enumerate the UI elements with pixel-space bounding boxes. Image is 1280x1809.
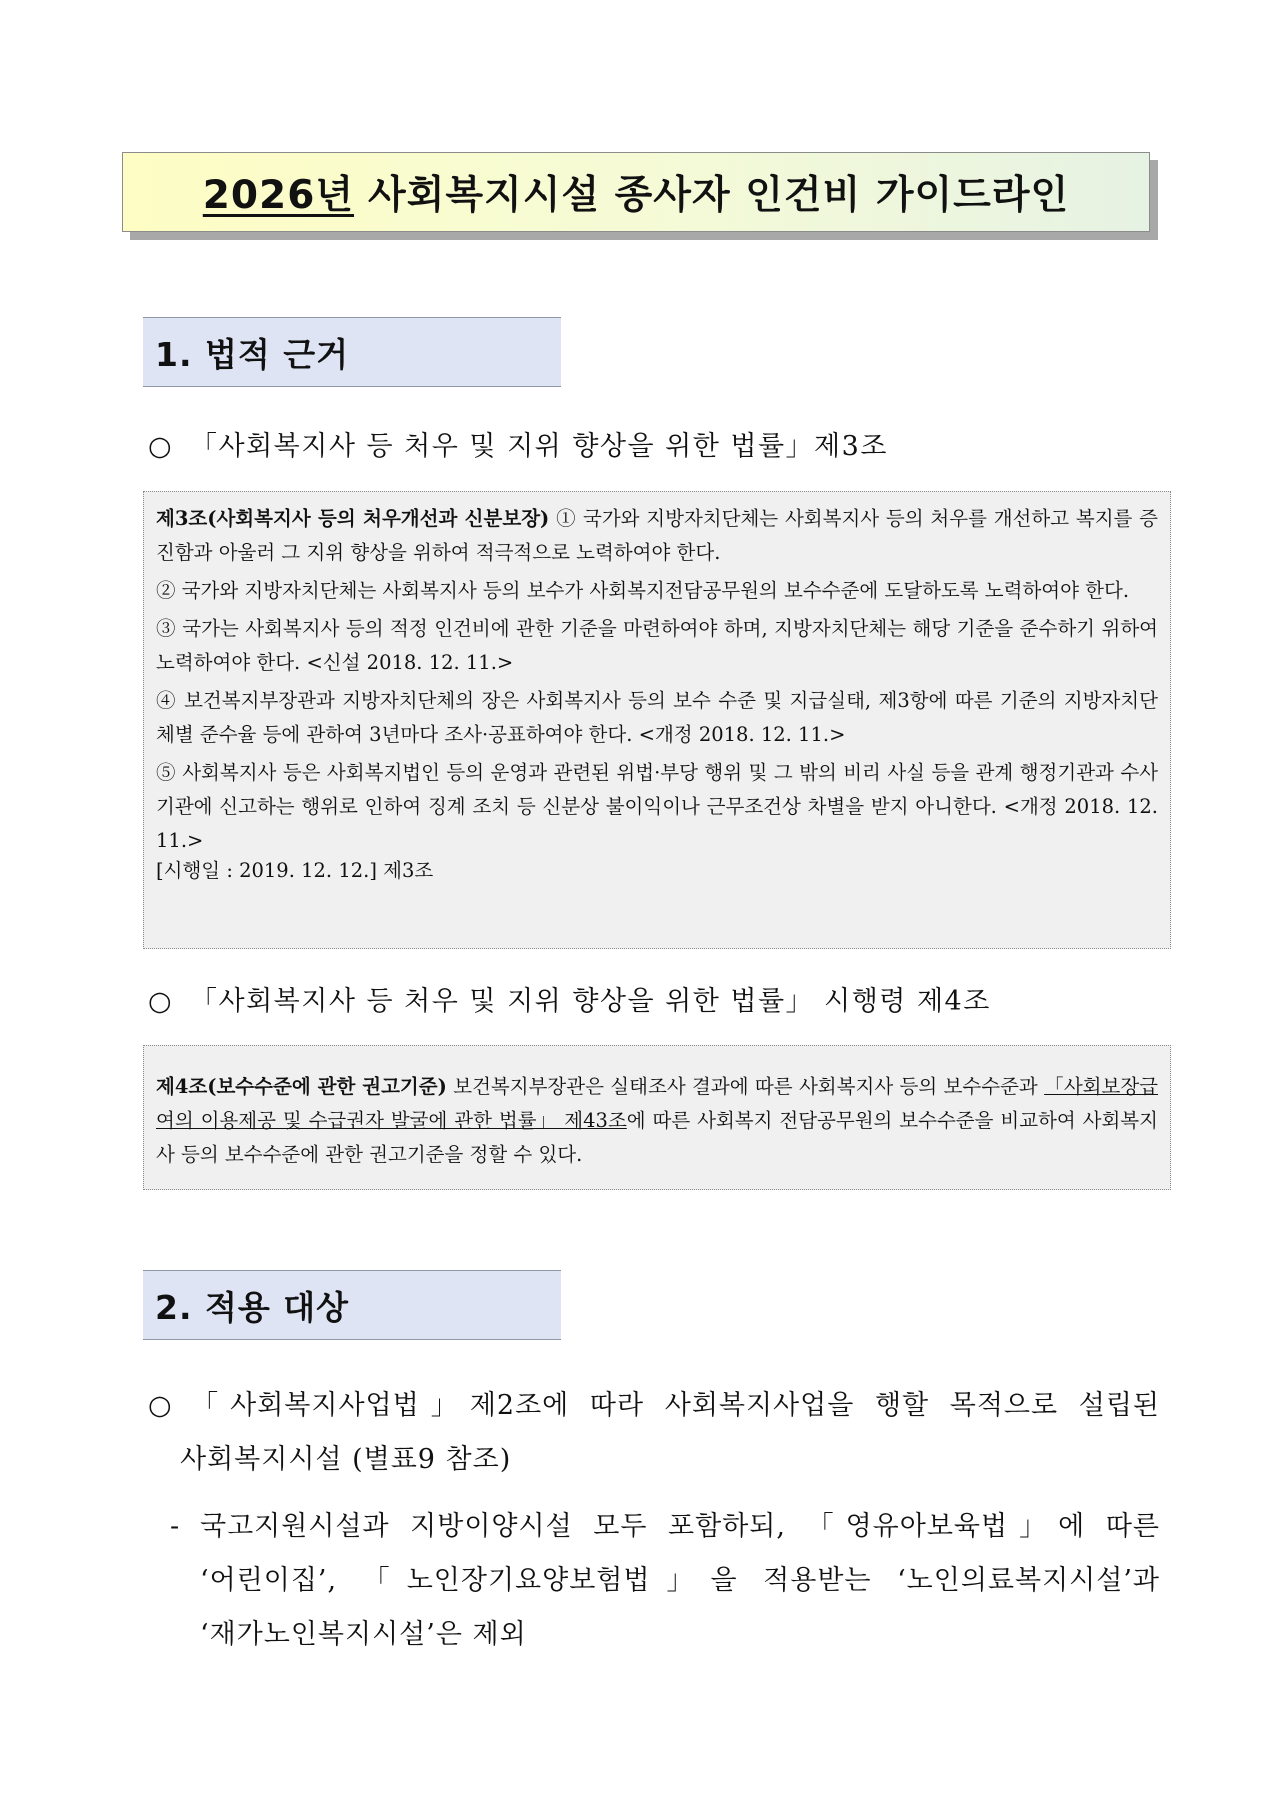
dash-line-3: ‘재가노인복지시설’은 제외 — [200, 1619, 527, 1650]
dash-exclusions — [170, 1500, 1160, 1662]
section-1-heading: 1. 법적 근거 — [143, 317, 561, 387]
bullet-text: 「사회복지사 등 처우 및 지위 향상을 위한 법률」 시행령 제4조 — [190, 986, 991, 1017]
article-4-heading: 제4조(보수수준에 관한 권고기준) — [156, 1075, 447, 1098]
article-3-effective-date: [시행일 : 2019. 12. 12.] 제3조 — [156, 859, 434, 882]
bullet-scope-line-2: 사회복지시설 (별표9 참조) — [180, 1444, 512, 1475]
document-title — [122, 152, 1150, 232]
bullet-scope — [148, 1379, 1160, 1487]
article-3-paragraph-2: ② 국가와 지방자치단체는 사회복지사 등의 보수가 사회복지전담공무원의 보수수준에 도달하도록 노력하여야 한다. — [156, 579, 1130, 602]
title-text: 사회복지시설 종사자 인건비 가이드라인 — [368, 173, 1070, 218]
article-3-paragraph-5: ⑤ 사회복지사 등은 사회복지법인 등의 운영과 관련된 위법·부당 행위 및 그 밖의 비리 사실 등을 관계 행정기관과 수사기관에 신고하는 행위로 인하여 징계 조치 등 신분상 불이익이나 근무조건상 차별을 받지 아니한다. <개정 2018. 12. 11.> — [156, 761, 1158, 852]
dash-line-1: 국고지원시설과 지방이양시설 모두 포함하되, 「영유아보육법」에 따른 — [200, 1511, 1160, 1542]
bullet-mark: ○ — [148, 431, 174, 462]
article-3-paragraph-4: ④ 보건복지부장관과 지방자치단체의 장은 사회복지사 등의 보수 수준 및 지급실태, 제3항에 따른 기준의 지방자치단체별 준수율 등에 관하여 3년마다 조사·공표하여야 한다. <개정 2018. 12. 11.> — [156, 689, 1158, 746]
bullet-mark: ○ — [148, 986, 174, 1017]
bullet-scope-line-1: 「사회복지사업법」제2조에 따라 사회복지사업을 행할 목적으로 설립된 — [180, 1390, 1160, 1421]
bullet-decree-article4 — [148, 979, 991, 1018]
article-3-heading: 제3조(사회복지사 등의 처우개선과 신분보장) — [156, 507, 550, 530]
bullet-law-article3 — [148, 424, 888, 463]
dash-mark: - — [170, 1511, 181, 1542]
section-2-heading: 2. 적용 대상 — [143, 1270, 561, 1340]
article-4-text-1: 보건복지부장관은 실태조사 결과에 따른 사회복지사 등의 보수수준과 — [453, 1075, 1038, 1098]
bullet-text: 「사회복지사 등 처우 및 지위 향상을 위한 법률」제3조 — [190, 431, 888, 462]
bullet-mark: ○ — [148, 1390, 173, 1421]
article-3-box — [143, 491, 1171, 949]
title-year: 2026년 — [202, 173, 355, 218]
article-4-box — [143, 1045, 1171, 1190]
article-4-law-reference: 「사회보장급여의 이용제공 및 수급권자 발굴에 관한 법률」 제43조 — [156, 1075, 1159, 1132]
article-3-paragraph-3: ③ 국가는 사회복지사 등의 적정 인건비에 관한 기준을 마련하여야 하며, 지방자치단체는 해당 기준을 준수하기 위하여 노력하여야 한다. <신설 2018. 12. 11.> — [156, 617, 1158, 674]
article-3-paragraph-1: ① 국가와 지방자치단체는 사회복지사 등의 처우를 개선하고 복지를 증진함과 아울러 그 지위 향상을 위하여 적극적으로 노력하여야 한다. — [156, 507, 1159, 564]
dash-line-2: ‘어린이집’, 「노인장기요양보험법」을 적용받는 ‘노인의료복지시설’과 — [200, 1565, 1160, 1596]
article-4-text-2: 에 따른 사회복지 전담공무원의 보수수준을 비교하여 사회복지사 등의 보수수준에 관한 권고기준을 정할 수 있다. — [156, 1109, 1158, 1166]
